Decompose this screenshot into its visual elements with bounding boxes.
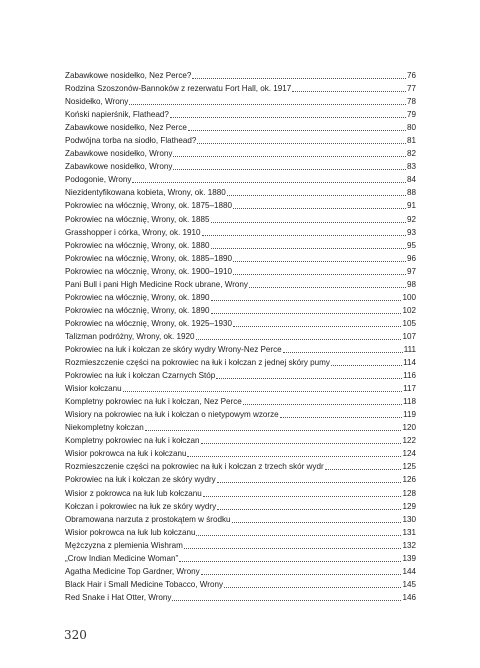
toc-entry-title: Zabawkowe nosidełko, Wrony [65,149,173,159]
dot-leader [170,117,406,118]
dot-leader [233,326,401,327]
toc-entry-title: Wisior z pokrowca na łuk lub kołczanu [65,488,202,498]
dot-leader [211,222,406,223]
table-of-contents [65,69,416,604]
toc-entry-title: Wisiory na pokrowiec na łuk i kołczan o nietypowym wzorze [65,410,279,420]
toc-entry [65,317,416,330]
toc-entry-title: Pokrowiec na łuk i kołczan Czarnych Stóp [65,371,216,381]
toc-entry [65,565,416,578]
toc-entry-title: Pokrowiec na włócznię, Wrony, ok. 1885–1890 [65,253,233,263]
toc-entry-title: „Crow Indian Medicine Woman” [65,553,179,563]
toc-entry-page: 102 [402,305,416,315]
toc-entry-page: 84 [406,175,416,185]
dot-leader [202,235,406,236]
dot-leader [172,600,401,601]
dot-leader [325,469,402,470]
toc-entry [65,186,416,199]
toc-entry-title: Pokrowiec na łuk i kołczan ze skóry wydry [65,475,216,485]
toc-entry-page: 92 [406,214,416,224]
toc-entry-title: Obramowana narzuta z prostokątem w środku [65,514,231,524]
dot-leader [188,130,406,131]
dot-leader [173,169,406,170]
toc-entry [65,69,416,82]
toc-entry-page: 88 [406,188,416,198]
toc-entry [65,552,416,565]
dot-leader [331,365,402,366]
toc-entry-title: Wisior kołczanu [65,384,122,394]
dot-leader [129,104,406,105]
toc-entry-page: 95 [406,240,416,250]
toc-entry-title: Kołczan i pokrowiec na łuk ze skóry wydry [65,501,217,511]
toc-entry-title: Kompletny pokrowiec na łuk i kołczan [65,436,200,446]
dot-leader [211,248,406,249]
toc-entry-page: 97 [406,266,416,276]
toc-entry-page: 79 [406,110,416,120]
dot-leader [216,378,402,379]
toc-entry-title: Niezidentyfikowana kobieta, Wrony, ok. 1880 [65,188,226,198]
toc-entry-title: Pokrowiec na włócznię, Wrony, ok. 1925–1930 [65,318,233,328]
dot-leader [283,352,403,353]
toc-entry-title: Zabawkowe nosidełko, Wrony [65,162,173,172]
dot-leader [196,535,401,536]
toc-entry-title: Mężczyzna z plemienia Wishram [65,540,183,550]
dot-leader [132,182,406,183]
toc-entry [65,500,416,513]
page-number: 320 [64,628,87,642]
toc-entry-title: Grasshopper i córka, Wrony, ok. 1910 [65,227,201,237]
toc-entry [65,173,416,186]
dot-leader [232,522,402,523]
toc-entry [65,487,416,500]
toc-entry-page: 93 [406,227,416,237]
toc-entry-page: 118 [403,397,416,407]
toc-entry [65,95,416,108]
toc-entry [65,434,416,447]
toc-entry-page: 144 [402,566,416,576]
toc-entry [65,82,416,95]
dot-leader [243,404,402,405]
dot-leader [211,313,402,314]
toc-entry [65,213,416,226]
toc-entry-page: 111 [403,344,416,354]
toc-entry [65,513,416,526]
toc-entry-title: Rozmieszczenie części na pokrowiec na łuk i kołczan z jednej skóry pumy [65,358,330,368]
toc-entry-title: Agatha Medicine Top Gardner, Wrony [65,566,200,576]
toc-entry [65,226,416,239]
toc-entry-page: 139 [402,553,416,563]
dot-leader [233,274,406,275]
toc-entry [65,395,416,408]
toc-entry-title: Rozmieszczenie części na pokrowiec na łuk i kołczan z trzech skór wydr [65,462,324,472]
toc-entry [65,591,416,604]
toc-entry-title: Pokrowiec na włócznię, Wrony, ok. 1890 [65,305,210,315]
toc-entry-title: Pokrowiec na włócznię, Wrony, ok. 1885 [65,214,210,224]
toc-entry-page: 105 [402,318,416,328]
toc-entry-page: 91 [406,201,416,211]
dot-leader [192,78,406,79]
toc-entry-page: 114 [403,358,416,368]
toc-entry-page: 77 [406,84,416,94]
toc-entry [65,121,416,134]
toc-entry-title: Pani Bull i pani High Medicine Rock ubrane, Wrony [65,279,248,289]
dot-leader [292,91,406,92]
toc-entry-title: Pokrowiec na włócznię, Wrony, ok. 1875–1880 [65,201,233,211]
dot-leader [224,587,401,588]
dot-leader [233,261,406,262]
toc-entry [65,369,416,382]
toc-entry-page: 98 [406,279,416,289]
toc-entry-page: 126 [402,475,416,485]
toc-entry [65,278,416,291]
toc-entry-page: 130 [402,514,416,524]
toc-entry [65,447,416,460]
dot-leader [179,561,401,562]
dot-leader [217,509,401,510]
toc-entry [65,265,416,278]
toc-entry-page: 124 [402,449,416,459]
toc-entry [65,199,416,212]
toc-entry-page: 117 [403,384,416,394]
dot-leader [280,417,402,418]
toc-entry-page: 129 [402,501,416,511]
toc-entry [65,134,416,147]
toc-entry-page: 78 [406,97,416,107]
toc-entry [65,526,416,539]
dot-leader [145,430,402,431]
dot-leader [233,208,406,209]
toc-entry-title: Podogonie, Wrony [65,175,132,185]
toc-entry-page: 82 [406,149,416,159]
toc-entry-page: 145 [402,579,416,589]
toc-entry-title: Pokrowiec na włócznię, Wrony, ok. 1900–1910 [65,266,233,276]
dot-leader [203,496,402,497]
toc-entry-page: 128 [402,488,416,498]
dot-leader [197,143,406,144]
toc-entry [65,473,416,486]
toc-entry [65,147,416,160]
dot-leader [249,287,406,288]
dot-leader [184,548,402,549]
toc-entry [65,304,416,317]
toc-entry [65,291,416,304]
toc-entry [65,108,416,121]
dot-leader [173,156,406,157]
toc-entry-page: 81 [406,136,416,146]
toc-entry [65,539,416,552]
toc-entry-title: Black Hair i Small Medicine Tobacco, Wrony [65,579,224,589]
toc-entry-title: Wisior pokrowca na łuk lub kołczanu [65,527,196,537]
toc-entry-page: 131 [402,527,416,537]
dot-leader [123,391,402,392]
toc-entry-title: Koński napierśnik, Flathead? [65,110,169,120]
toc-entry [65,252,416,265]
dot-leader [227,195,406,196]
toc-entry-page: 125 [402,462,416,472]
dot-leader [201,443,402,444]
toc-entry-page: 80 [406,123,416,133]
toc-entry-title: Zabawkowe nosidełko, Nez Perce? [65,71,192,80]
toc-entry-title: Pokrowiec na włócznię, Wrony, ok. 1890 [65,292,210,302]
toc-entry-title: Podwójna torba na siodło, Flathead? [65,136,197,146]
dot-leader [211,300,402,301]
toc-entry-page: 120 [402,423,416,433]
toc-entry [65,578,416,591]
dot-leader [196,339,402,340]
toc-entry [65,330,416,343]
dot-leader [187,456,401,457]
toc-entry-page: 76 [406,71,416,80]
toc-entry [65,239,416,252]
toc-entry-page: 83 [406,162,416,172]
dot-leader [217,482,402,483]
toc-entry [65,460,416,473]
toc-entry-title: Pokrowiec na łuk i kołczan ze skóry wydry Wrony-Nez Perce [65,344,282,354]
toc-entry [65,421,416,434]
toc-entry-page: 122 [402,436,416,446]
toc-entry [65,343,416,356]
toc-entry-title: Niekompletny kołczan [65,423,144,433]
toc-entry-title: Pokrowiec na włócznię, Wrony, ok. 1880 [65,240,210,250]
toc-entry-title: Kompletny pokrowiec na łuk i kołczan, Nez Perce [65,397,242,407]
toc-entry-page: 119 [403,410,416,420]
toc-entry-page: 96 [406,253,416,263]
toc-entry-page: 107 [402,331,416,341]
toc-entry-title: Rodzina Szoszonów-Bannoków z rezerwatu Fort Hall, ok. 1917 [65,84,292,94]
toc-entry-page: 146 [402,592,416,602]
toc-entry [65,160,416,173]
dot-leader [201,574,402,575]
toc-entry-page: 116 [403,371,416,381]
toc-entry-title: Talizman podróżny, Wrony, ok. 1920 [65,331,195,341]
toc-entry-title: Nosidełko, Wrony [65,97,129,107]
toc-entry [65,408,416,421]
toc-entry-title: Zabawkowe nosidełko, Nez Perce [65,123,187,133]
toc-entry [65,356,416,369]
toc-entry-title: Red Snake i Hat Otter, Wrony [65,592,172,602]
toc-entry-page: 132 [402,540,416,550]
toc-entry-page: 100 [402,292,416,302]
toc-entry [65,382,416,395]
toc-entry-title: Wisior pokrowca na łuk i kołczanu [65,449,187,459]
